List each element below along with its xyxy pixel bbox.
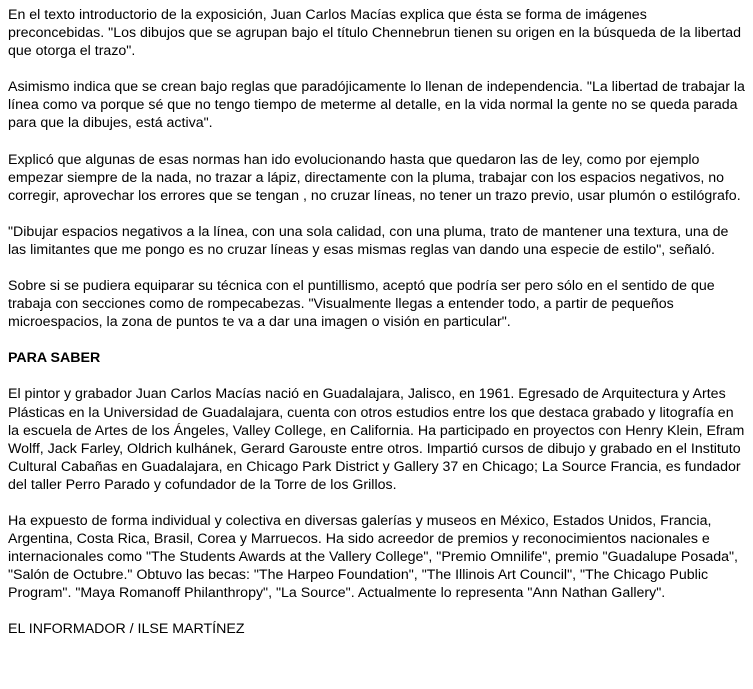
paragraph-pointillism: Sobre si se pudiera equiparar su técnica con el puntillismo, aceptó que podría ser pero sólo en el sentido de que trabaja con secciones como de rompecabezas. "Visualmente llegas a entender todo, a partir de pequeños microespacios, la zona de puntos te va a dar una imagen o visión en particular". [8,278,715,331]
paragraph-rules: Asimismo indica que se crean bajo reglas que paradójicamente lo llenan de independencia. "La libertad de trabajar la línea como va porque sé que no tengo tiempo de meterme al detalle, en la vida normal la gente no se queda parada para que la dibujes, está activa". [8,79,745,132]
article-body [8,6,745,639]
article-credit: EL INFORMADOR / ILSE MARTÍNEZ [8,621,245,638]
paragraph-bio: El pintor y grabador Juan Carlos Macías nació en Guadalajara, Jalisco, en 1961. Egresado de Arquitectura y Artes Plásticas en la Universidad de Guadalajara, cuenta con otros estudios entre los que destaca grabado y litografía en la escuela de Artes de los Ángeles, Valley College, en California. Ha participado en proyectos con Henry Klein, Efram Wolff, Jack Farley, Oldrich kulhánek, Gerard Garouste entre otros. Impartió cursos de dibujo y grabado en el Instituto Cultural Cabañas en Guadalajara, en Chicago Park District y Gallery 37 en Chicago; La Source Francia, es fundador del taller Perro Parado y cofundador de la Torre de los Grillos. [8,386,745,493]
paragraph-quote: "Dibujar espacios negativos a la línea, con una sola calidad, con una pluma, trato de mantener una textura, una de las limitantes que me pongo es no cruzar líneas y esas mismas reglas van dando una especie de estilo", señaló. [8,223,729,258]
paragraph-norms: Explicó que algunas de esas normas han ido evolucionando hasta que quedaron las de ley, como por ejemplo empezar siempre de la nada, no trazar a lápiz, directamente con la pluma, trabajar con los espacios negativos, no corregir, aprovechar los errores que se tengan , no cruzar líneas, no tener un trazo previo, usar plumón o estilógrafo. [8,151,741,204]
paragraph-intro: En el texto introductorio de la exposición, Juan Carlos Macías explica que ésta se forma de imágenes preconcebidas. "Los dibujos que se agrupan bajo el título Chennebrun tienen su origen en la búsqueda de la libertad que otorga el trazo". [8,7,742,60]
section-heading: PARA SABER [8,350,101,367]
paragraph-exhibitions: Ha expuesto de forma individual y colectiva en diversas galerías y museos en México, Estados Unidos, Francia, Argentina, Costa Rica, Brasil, Corea y Marruecos. Ha sido acreedor de premios y reconocimientos nacionales e internacionales como "The Students Awards at the Vallery College", "Premio Omnilife", premio "Guadalupe Posada", "Salón de Octubre." Obtuvo las becas: "The Harpeo Foundation", "The Illinois Art Council", "The Chicago Public Program". "Maya Romanoff Philanthropy", "La Source". Actualmente lo representa "Ann Nathan Gallery". [8,512,738,602]
